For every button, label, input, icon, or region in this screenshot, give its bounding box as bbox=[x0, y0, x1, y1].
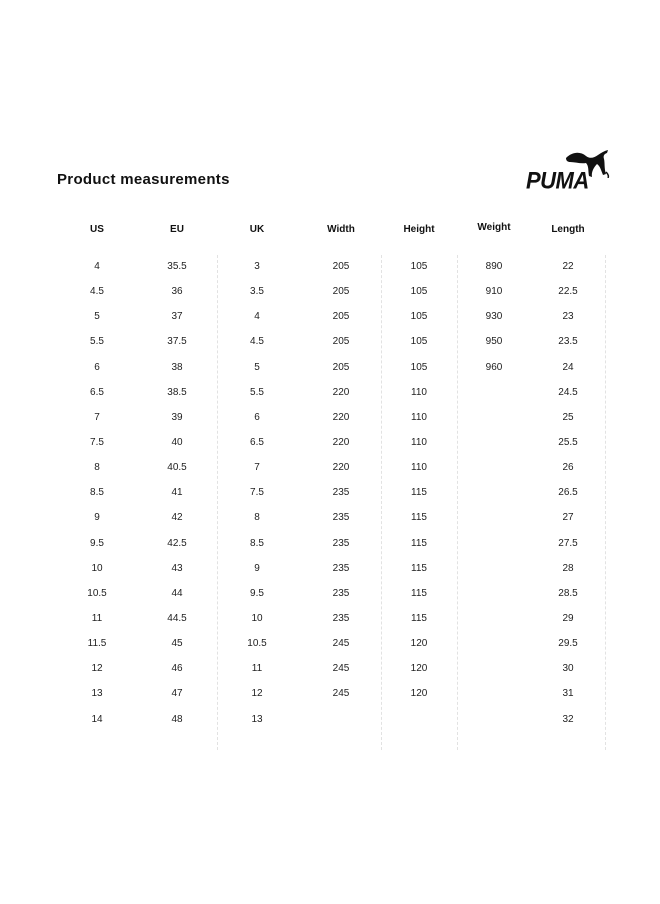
table-cell: 37.5 bbox=[167, 336, 187, 348]
table-cell: 220 bbox=[332, 436, 350, 448]
table-cell: 110 bbox=[411, 462, 427, 474]
table-cell: 7.5 bbox=[250, 487, 264, 499]
table-cell: 205 bbox=[332, 286, 350, 298]
table-cell: 44.5 bbox=[167, 612, 187, 624]
table-cell: 10.5 bbox=[247, 638, 267, 650]
table-cell: 235 bbox=[332, 487, 350, 499]
table-cell: 4.5 bbox=[90, 286, 104, 298]
table-cell: 44 bbox=[171, 587, 183, 599]
header-uk: UK bbox=[249, 224, 265, 235]
table-cell: 205 bbox=[332, 361, 350, 373]
header-eu: EU bbox=[170, 224, 184, 235]
table-cell: 30 bbox=[562, 663, 574, 675]
table-cell: 29 bbox=[562, 612, 574, 624]
table-cell: 105 bbox=[410, 361, 428, 373]
table-cell: 10 bbox=[251, 612, 263, 624]
table-cell: 31 bbox=[562, 688, 574, 700]
table-cell: 5.5 bbox=[90, 336, 104, 348]
table-cell: 9 bbox=[94, 512, 100, 524]
table-cell: 930 bbox=[485, 311, 503, 323]
table-cell: 960 bbox=[485, 361, 503, 373]
table-cell: 6 bbox=[254, 411, 260, 423]
table-cell: 35.5 bbox=[167, 261, 187, 272]
table-cell: 7.5 bbox=[90, 436, 104, 448]
table-cell: 6.5 bbox=[90, 386, 104, 398]
table-cell: 105 bbox=[410, 311, 428, 323]
table-cell: 3 bbox=[254, 261, 260, 272]
table-cell: 220 bbox=[332, 386, 350, 398]
table-cell: 205 bbox=[332, 311, 350, 323]
table-cell: 38 bbox=[171, 361, 183, 373]
column-divider bbox=[605, 255, 606, 750]
table-cell: 9.5 bbox=[250, 587, 264, 599]
table-cell: 235 bbox=[332, 512, 350, 524]
table-cell: 9 bbox=[254, 562, 260, 574]
table-cell: 48 bbox=[171, 713, 183, 725]
table-cell: 22 bbox=[562, 261, 574, 272]
table-cell: 235 bbox=[332, 587, 350, 599]
table-cell: 5 bbox=[94, 311, 100, 323]
table-cell: 10 bbox=[91, 562, 103, 574]
table-cell: 8.5 bbox=[90, 487, 104, 499]
table-cell: 9.5 bbox=[90, 537, 104, 549]
table-cell: 245 bbox=[332, 688, 350, 700]
table-cell: 910 bbox=[485, 286, 503, 298]
header-width: Width bbox=[327, 224, 355, 235]
table-cell: 110 bbox=[411, 411, 427, 423]
table-cell: 42.5 bbox=[167, 537, 187, 549]
table-cell: 22.5 bbox=[558, 286, 578, 298]
table-cell: 110 bbox=[411, 386, 427, 398]
table-cell: 13 bbox=[91, 688, 103, 700]
header-height: Height bbox=[403, 224, 435, 235]
brand-wordmark: PUMA bbox=[526, 166, 589, 195]
column-uk bbox=[227, 260, 287, 738]
table-cell: 115 bbox=[411, 487, 427, 499]
table-cell: 25.5 bbox=[558, 436, 578, 448]
table-cell: 46 bbox=[171, 663, 183, 675]
table-cell: 39 bbox=[171, 411, 183, 423]
header-length: Length bbox=[551, 224, 585, 235]
table-cell: 120 bbox=[410, 663, 428, 675]
table-cell: 245 bbox=[332, 638, 350, 650]
table-cell: 23 bbox=[562, 311, 574, 323]
table-cell: 5.5 bbox=[250, 386, 264, 398]
table-cell: 220 bbox=[332, 411, 350, 423]
table-cell: 890 bbox=[485, 261, 503, 272]
table-cell: 12 bbox=[251, 688, 263, 700]
table-cell: 950 bbox=[485, 336, 503, 348]
table-cell: 36 bbox=[171, 286, 183, 298]
table-cell: 43 bbox=[171, 562, 183, 574]
header-us: US bbox=[90, 224, 104, 235]
table-cell: 11.5 bbox=[87, 638, 107, 650]
table-cell: 4 bbox=[94, 261, 100, 272]
table-cell: 47 bbox=[171, 688, 183, 700]
table-cell: 8 bbox=[94, 462, 100, 474]
table-cell: 24 bbox=[562, 361, 574, 373]
table-cell: 115 bbox=[411, 587, 427, 599]
table-cell: 26.5 bbox=[558, 487, 578, 499]
column-height bbox=[389, 260, 449, 713]
table-cell: 205 bbox=[332, 336, 350, 348]
table-cell: 7 bbox=[94, 411, 100, 423]
table-cell: 7 bbox=[254, 462, 260, 474]
table-cell: 14 bbox=[91, 713, 103, 725]
table-cell: 105 bbox=[410, 286, 428, 298]
table-cell: 110 bbox=[411, 436, 427, 448]
table-cell: 4.5 bbox=[250, 336, 264, 348]
header-weight: Weight bbox=[477, 222, 511, 233]
table-cell: 29.5 bbox=[558, 638, 578, 650]
table-cell: 11 bbox=[251, 663, 263, 675]
table-cell: 220 bbox=[332, 462, 350, 474]
table-cell: 115 bbox=[411, 537, 427, 549]
table-cell: 26 bbox=[562, 462, 574, 474]
table-cell: 45 bbox=[171, 638, 183, 650]
table-cell: 115 bbox=[411, 512, 427, 524]
table-cell: 235 bbox=[332, 562, 350, 574]
table-cell: 105 bbox=[410, 336, 428, 348]
table-cell: 4 bbox=[254, 311, 260, 323]
table-cell: 24.5 bbox=[558, 386, 578, 398]
table-cell: 13 bbox=[251, 713, 263, 725]
table-cell: 41 bbox=[171, 487, 183, 499]
table-cell: 37 bbox=[171, 311, 183, 323]
table-cell: 3.5 bbox=[250, 286, 264, 298]
table-cell: 245 bbox=[332, 663, 350, 675]
column-eu bbox=[147, 260, 207, 738]
table-cell: 235 bbox=[332, 537, 350, 549]
column-us bbox=[67, 260, 127, 738]
table-cell: 105 bbox=[410, 261, 428, 272]
table-cell: 28 bbox=[562, 562, 574, 574]
table-cell: 11 bbox=[91, 612, 103, 624]
table-cell: 27 bbox=[562, 512, 574, 524]
table-cell: 6.5 bbox=[250, 436, 264, 448]
column-divider bbox=[457, 255, 458, 750]
table-cell: 5 bbox=[254, 361, 260, 373]
table-cell: 32 bbox=[562, 713, 574, 725]
table-cell: 27.5 bbox=[558, 537, 578, 549]
table-cell: 115 bbox=[411, 612, 427, 624]
table-cell: 25 bbox=[562, 411, 574, 423]
column-weight bbox=[464, 260, 524, 386]
table-cell: 120 bbox=[410, 688, 428, 700]
page-title: Product measurements bbox=[57, 171, 230, 188]
column-length bbox=[538, 260, 598, 738]
table-cell: 12 bbox=[91, 663, 103, 675]
table-cell: 120 bbox=[410, 638, 428, 650]
table-cell: 10.5 bbox=[87, 587, 107, 599]
table-cell: 28.5 bbox=[558, 587, 578, 599]
column-divider bbox=[381, 255, 382, 750]
table-cell: 40.5 bbox=[167, 462, 187, 474]
puma-logo bbox=[526, 148, 610, 194]
table-cell: 235 bbox=[332, 612, 350, 624]
table-cell: 8.5 bbox=[250, 537, 264, 549]
column-width bbox=[311, 260, 371, 713]
table-cell: 6 bbox=[94, 361, 100, 373]
table-cell: 23.5 bbox=[558, 336, 578, 348]
leaping-cat-icon bbox=[564, 148, 610, 178]
table-cell: 205 bbox=[332, 261, 350, 272]
table-cell: 8 bbox=[254, 512, 260, 524]
table-cell: 40 bbox=[171, 436, 183, 448]
table-cell: 38.5 bbox=[167, 386, 187, 398]
table-cell: 115 bbox=[411, 562, 427, 574]
table-cell: 42 bbox=[171, 512, 183, 524]
column-divider bbox=[217, 255, 218, 750]
